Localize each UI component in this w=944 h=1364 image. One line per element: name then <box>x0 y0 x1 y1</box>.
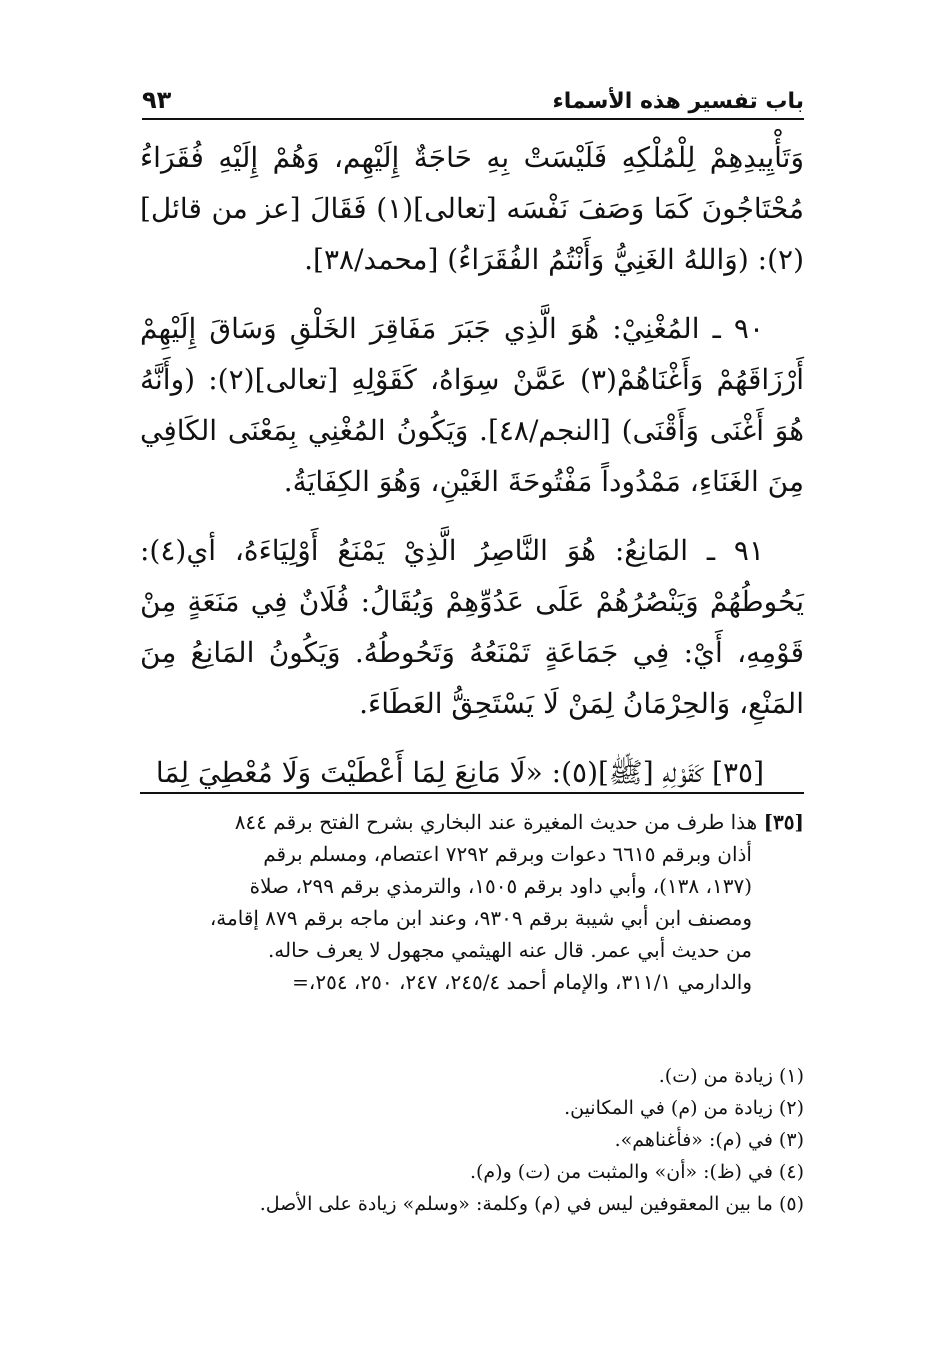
paragraph-1: وَتَأْيِيدِهِمْ لِلْمُلْكِهِ فَلَيْسَتْ بِهِ حَاجَةٌ إِلَيْهِم، وَهُمْ إِلَيْهِ فُقَرَاءُ مُحْتَاجُونَ كَمَا وَصَفَ نَفْسَه [تعالى](١) فَقَالَ [عز من قائل](٢): (وَاللهُ الغَنِيُّ وَأَنْتُمُ الفُقَرَاءُ) [محمد/٣٨]. <box>140 141 804 276</box>
footnote-1: (١) زيادة من (ت). <box>658 1065 804 1087</box>
takhrij-label: [٣٥] <box>763 810 804 834</box>
takhrij-note <box>140 806 804 998</box>
footnote-5: (٥) ما بين المعقوفين ليس في (م) وكلمة: «وسلم» زيادة على الأصل. <box>259 1193 804 1215</box>
paragraph-al-mani: ٩١ ـ المَانِعُ: هُوَ النَّاصِرُ الَّذِيْ يَمْنَعُ أَوْلِيَاءَهُ، أي(٤): يَحُوطُهُمْ وَيَنْصُرُهُمْ عَلَى عَدُوِّهِمْ وَيُقَالُ: فُلَانٌ فِي مَنَعَةٍ مِنْ قَوْمِهِ، أَيْ: فِي جَمَاعَةٍ تَمْنَعُهُ وَتَحُوطُهُ. وَيَكُونُ المَانِعُ مِنَ المَنْعِ، وَالحِرْمَانُ لِمَنْ لَا يَسْتَحِقُّ العَطَاءَ. <box>140 534 804 720</box>
running-head <box>142 78 804 120</box>
takhrij-line-6: والدارمي ٣١١/١، والإمام أحمد ٢٤٥/٤، ٢٤٧، ٢٥٠، ٢٥٤،= <box>292 970 752 994</box>
chapter-title: باب تفسير هذه الأسماء <box>552 89 804 114</box>
takhrij-line-4: ومصنف ابن أبي شيبة برقم ٩٣٠٩، وعند ابن ماجه برقم ٨٧٩ إقامة، <box>209 906 752 930</box>
takhrij-line-1 <box>140 806 804 838</box>
footnote-3: (٣) في (م): «فأغناهم». <box>614 1129 804 1151</box>
paragraph-al-mughni: ٩٠ ـ المُغْنِيْ: هُوَ الَّذِي جَبَرَ مَفَاقِرَ الخَلْقِ وَسَاقَ إِلَيْهِمْ أَرْزَاقَهُمْ وَأَغْنَاهُمْ(٣) عَمَّنْ سِوَاهُ، كَقَوْلِهِ [تعالى](٢): (وأَنَّهُ هُوَ أَغْنَى وَأَقْنَى) [النجم/٤٨]. وَيَكُونُ المُغْنِي بِمَعْنَى الكَافِي مِنَ الغَنَاءِ، مَمْدُوداً مَفْتُوحَةَ الغَيْنِ، وَهُوَ الكِفَايَةُ. <box>140 312 804 498</box>
page-number: ٩٣ <box>142 86 172 114</box>
takhrij-line-1-text: هذا طرف من حديث المغيرة عند البخاري بشرح الفتح برقم ٨٤٤ <box>234 810 758 834</box>
takhrij-line-5: من حديث أبي عمر. قال عنه الهيثمي مجهول لا يعرف حاله. <box>267 938 752 962</box>
paragraph-hadith-35: [٣٥] كَقَوْلِهِ [ﷺ](٥): «لَا مَانِعَ لِمَا أَعْطَيْتَ وَلَا مُعْطِيَ لِمَا <box>155 756 764 789</box>
footnotes <box>140 1060 804 1220</box>
takhrij-line-3: (١٣٧، ١٣٨)، وأبي داود برقم ١٥٠٥، والترمذي برقم ٢٩٩، صلاة <box>249 874 752 898</box>
text-separator-rule <box>140 792 804 794</box>
takhrij-line-2: أذان وبرقم ٦٦١٥ دعوات وبرقم ٧٢٩٢ اعتصام، ومسلم برقم <box>263 842 752 866</box>
footnote-4: (٤) في (ظ): «أن» والمثبت من (ت) و(م). <box>469 1161 804 1183</box>
main-text <box>140 132 804 816</box>
footnote-2: (٢) زيادة من (م) في المكانين. <box>564 1097 804 1119</box>
takhrij-body <box>140 838 804 998</box>
